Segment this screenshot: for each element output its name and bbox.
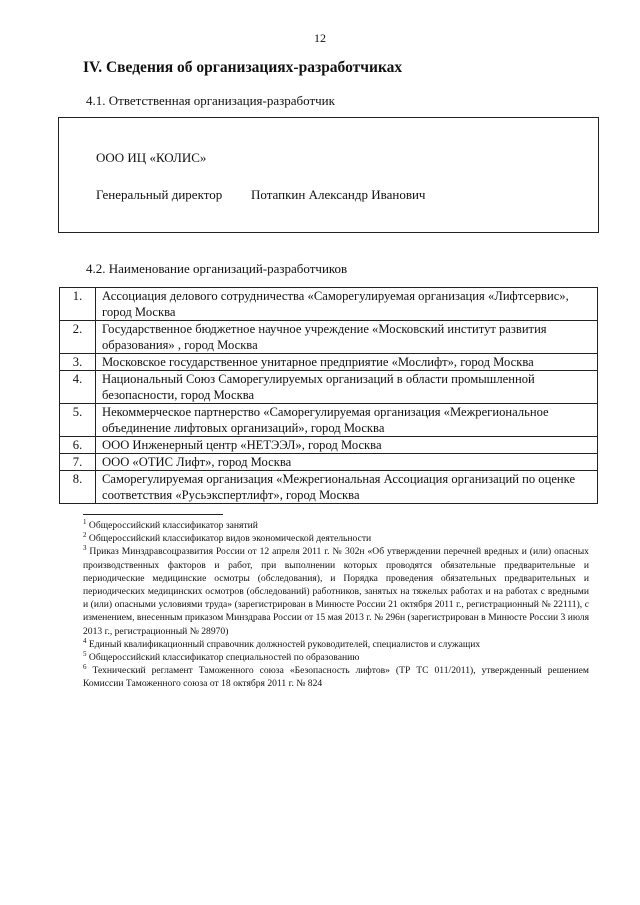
developers-heading: 4.2. Наименование организаций-разработчиков [86,261,348,276]
footnote [83,638,589,651]
footnote-mark: 5 [83,649,87,658]
table-row [60,404,598,437]
footnote-text: Единый квалификационный справочник должностей руководителей, специалистов и служащих [88,638,481,650]
table-row [60,437,598,454]
row-text: Государственное бюджетное научное учреждение «Московский институт развития образования» , город Москва [96,321,598,354]
org-name: ООО ИЦ «КОЛИС» [96,150,207,165]
footnotes [83,519,589,691]
page-number: 12 [314,31,326,45]
footnote-text: Общероссийский классификатор занятий [88,520,258,531]
director-name: Потапкин Александр Иванович [251,187,426,202]
footnote-mark: 3 [83,544,87,553]
row-text: Некоммерческое партнерство «Саморегулируемая организация «Межрегиональное объединение лифтовых организаций», город Москва [96,404,598,437]
footnote-mark: 2 [83,531,87,540]
row-number: 6. [60,437,96,454]
row-number: 8. [60,471,96,504]
section-title: IV. Сведения об организациях-разработчиках [83,59,403,76]
table-row [60,288,598,321]
row-text: Московское государственное унитарное предприятие «Мослифт», город Москва [96,354,598,371]
row-text: ООО Инженерный центр «НЕТЭЭЛ», город Москва [96,437,598,454]
row-number: 1. [60,288,96,321]
director-role: Генеральный директор [96,187,223,202]
footnote-text: Приказ Минздравсоцразвития России от 12 апреля 2011 г. № 302н «Об утверждении перечней вредных и (или) опасных производственных факторов и работ, при выполнении которых проводятся обязательные предварительные и периодические медицинские осмотры (обследования), и Порядка проведения обязательных предварительных и периодических медицинских осмотров (обследований) работников, занятых на тяжелых работах и на работах с вредными и (или) опасными условиями труда» (зарегистрирован в Минюсте России 21 октября 2011 г., регистрационный № 22111), с изменением, внесенным приказом Минздрава России от 15 мая 2013 г. № 296н (зарегистрирован в Минюсте России 3 июля 2013 г., регистрационный № 28970) [83,546,589,637]
table-row [60,454,598,471]
footnote-mark: 4 [83,636,87,645]
row-text: Саморегулируемая организация «Межрегиональная Ассоциация организаций по оценке соответствия «Русьэкспертлифт», город Москва [96,471,598,504]
footnote-text: Технический регламент Таможенного союза «Безопасность лифтов» (ТР ТС 011/2011), утвержденный решением Комиссии Таможенного союза от 18 октября 2011 г. № 824 [83,665,589,690]
footnote-mark: 1 [83,517,87,526]
responsible-org-box [58,117,599,233]
footnote [83,532,589,545]
row-number: 4. [60,371,96,404]
footnote [83,664,589,690]
footnote-text: Общероссийский классификатор видов экономической деятельности [88,533,372,545]
row-text: ООО «ОТИС Лифт», город Москва [96,454,598,471]
row-number: 5. [60,404,96,437]
table-row [60,471,598,504]
footnote [83,651,589,664]
developers-table [59,287,598,504]
row-number: 7. [60,454,96,471]
table-row [60,321,598,354]
row-number: 3. [60,354,96,371]
row-text: Национальный Союз Саморегулируемых организаций в области промышленной безопасности, город Москва [96,371,598,404]
footnote-mark: 6 [83,663,87,672]
table-row [60,354,598,371]
footnote [83,519,589,532]
responsible-org-heading: 4.1. Ответственная организация-разработчик [86,93,335,108]
row-text: Ассоциация делового сотрудничества «Саморегулируемая организация «Лифтсервис», город Москва [96,288,598,321]
footnote-text: Общероссийский классификатор специальностей по образованию [88,652,360,664]
table-row [60,371,598,404]
footnote [83,545,589,637]
footnote-divider [83,514,223,515]
row-number: 2. [60,321,96,354]
